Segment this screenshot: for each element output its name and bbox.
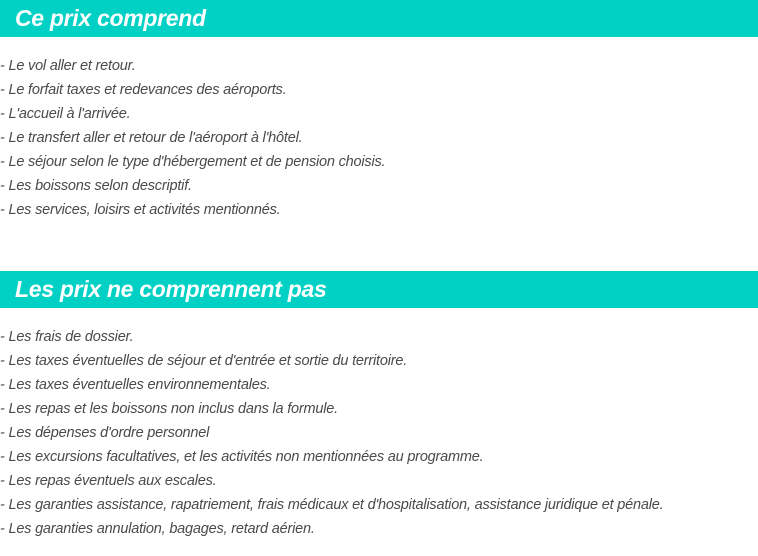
price-excludes-item: - Les garanties assistance, rapatriement, frais médicaux et d'hospitalisation, assistance juridique et pénale. [0,497,664,513]
price-excludes-section [0,271,758,541]
price-excludes-item: - Les excursions facultatives, et les activités non mentionnées au programme. [0,449,484,465]
price-includes-item: - Le séjour selon le type d'hébergement et de pension choisis. [0,154,386,170]
price-includes-title: Ce prix comprend [15,5,206,31]
price-excludes-list [0,325,758,541]
price-includes-item: - Le vol aller et retour. [0,58,136,74]
price-excludes-title: Les prix ne comprennent pas [15,276,327,302]
price-includes-item: - Le transfert aller et retour de l'aéroport à l'hôtel. [0,130,303,146]
price-excludes-item: - Les frais de dossier. [0,329,134,345]
price-includes-item: - Les boissons selon descriptif. [0,178,192,194]
price-excludes-item: - Les repas éventuels aux escales. [0,473,217,489]
price-excludes-header [0,271,758,308]
price-includes-item: - Les services, loisirs et activités mentionnés. [0,202,281,218]
price-excludes-item: - Les taxes éventuelles environnementales. [0,377,271,393]
price-excludes-item: - Les garanties annulation, bagages, retard aérien. [0,521,315,537]
price-includes-section [0,0,758,222]
price-includes-item: - Le forfait taxes et redevances des aéroports. [0,82,287,98]
price-excludes-item: - Les taxes éventuelles de séjour et d'entrée et sortie du territoire. [0,353,408,369]
price-excludes-item: - Les repas et les boissons non inclus dans la formule. [0,401,338,417]
price-includes-header [0,0,758,37]
price-includes-list [0,54,758,222]
price-excludes-item: - Les dépenses d'ordre personnel [0,425,210,441]
price-includes-item: - L'accueil à l'arrivée. [0,106,131,122]
